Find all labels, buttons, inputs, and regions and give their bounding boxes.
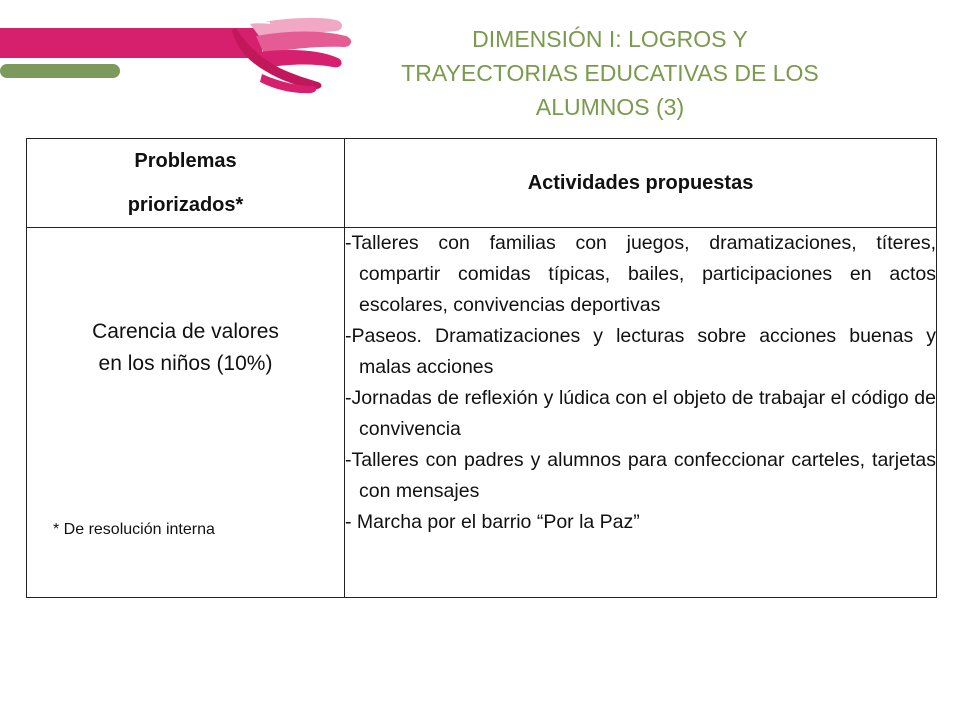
hand-logo [0, 0, 370, 100]
problem-text [27, 316, 344, 380]
header-problems-line-2: priorizados* [127, 194, 244, 216]
problem-line-2: en los niños (10%) [98, 352, 273, 375]
header-problems [27, 139, 345, 228]
slide-title [360, 22, 860, 124]
table-header-row [27, 139, 937, 228]
activities-table [26, 138, 937, 598]
table-row [27, 228, 937, 598]
activity-item: -Jornadas de reflexión y lúdica con el objeto de trabajar el código de convivencia [345, 387, 936, 440]
problem-line-1: Carencia de valores [92, 320, 279, 343]
activity-item: -Talleres con familias con juegos, dramatizaciones, títeres, compartir comidas típicas, bailes, participaciones en actos escolares, convivencias deportivas [345, 232, 936, 316]
activity-item: -Paseos. Dramatizaciones y lecturas sobre acciones buenas y malas acciones [345, 325, 936, 378]
slide-title-line-1: DIMENSIÓN I: LOGROS Y [472, 26, 748, 52]
activities-cell [345, 228, 937, 598]
slide-title-line-2: TRAYECTORIAS EDUCATIVAS DE LOS [401, 60, 819, 86]
activity-item: - Marcha por el barrio “Por la Paz” [345, 511, 640, 533]
problem-cell [27, 228, 345, 598]
header-activities: Actividades propuestas [345, 139, 937, 228]
slide-title-line-3: ALUMNOS (3) [535, 94, 685, 120]
header-problems-line-1: Problemas [134, 150, 237, 172]
footnote: * De resolución interna [53, 521, 215, 538]
activity-item: -Talleres con padres y alumnos para confeccionar carteles, tarjetas con mensajes [345, 449, 936, 502]
